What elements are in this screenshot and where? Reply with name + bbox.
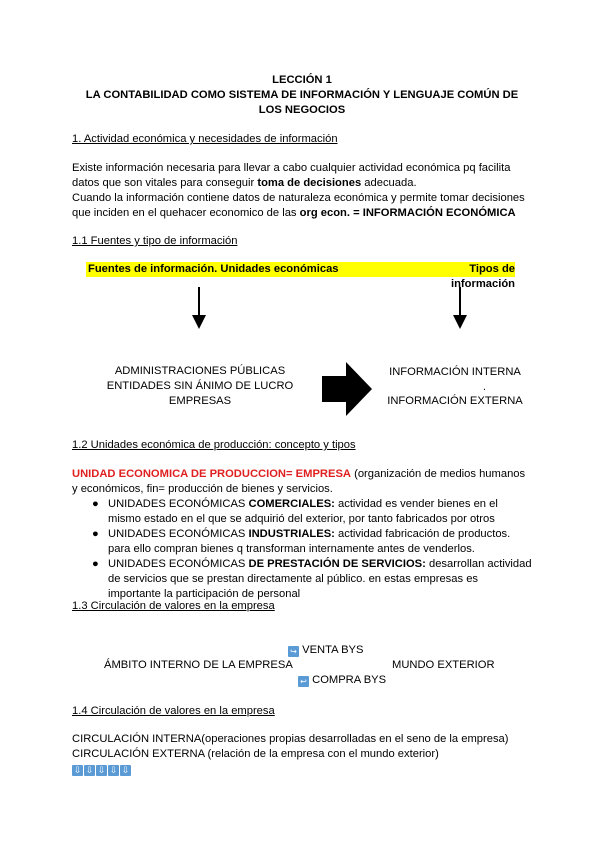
big-right-arrow-icon <box>322 362 372 416</box>
title-line-3: LOS NEGOCIOS <box>258 104 346 116</box>
bullet-text: UNIDADES ECONÓMICAS <box>108 498 249 510</box>
down-arrow-right-icon <box>451 287 469 331</box>
circulacion-externa: CIRCULACIÓN EXTERNA (relación de la empresa con el mundo exterior) <box>72 748 439 760</box>
type-dot: . <box>482 381 486 393</box>
bullet-icon: ● <box>92 528 99 540</box>
section-1-2-intro <box>72 467 532 497</box>
down-icons-row <box>72 763 132 778</box>
list-item <box>72 527 532 557</box>
compra-row <box>298 673 386 688</box>
section-1-2-heading: 1.2 Unidades económica de producción: concepto y tipos <box>72 439 356 451</box>
down-arrow-icon: ⇩ <box>109 765 118 775</box>
p2-text: Cuando la información contiene datos de naturaleza económica y permite tomar decisiones que inciden en el quehacer economico de las <box>72 192 525 219</box>
bullet-bold: COMERCIALES: <box>248 498 335 510</box>
bullet-bold: INDUSTRIALES: <box>248 528 335 540</box>
types-label: Tipos de información <box>404 262 515 277</box>
list-item <box>72 557 532 602</box>
sources-list <box>100 364 300 409</box>
return-arrow-icon: ↩ <box>298 676 309 687</box>
bullet-text: desarrollan actividad de servicios que se prestan directamente al público. en estas empresas es importante la participación de personal <box>108 558 532 600</box>
p2-bold: org econ. = INFORMACIÓN ECONÓMICA <box>299 207 516 219</box>
section-1-4-body <box>72 732 532 762</box>
return-arrow-icon: ↪ <box>288 646 299 657</box>
down-arrow-left-icon <box>190 287 208 331</box>
bullet-icon: ● <box>92 558 99 570</box>
types-list <box>380 365 530 409</box>
p1-text: Existe información necesaria para llevar a cabo cualquier actividad económica pq facilita datos que son vitales para conseguir <box>72 162 511 189</box>
down-arrow-icon: ⇩ <box>121 765 130 775</box>
source-item: ENTIDADES SIN ÁNIMO DE LUCRO <box>106 380 294 392</box>
bullet-bold: DE PRESTACIÓN DE SERVICIOS: <box>248 558 426 570</box>
circulacion-interna: CIRCULACIÓN INTERNA(operaciones propias desarrolladas en el seno de la empresa) <box>72 733 509 745</box>
compra-label: COMPRA BYS <box>312 674 387 686</box>
title-line-1: LECCIÓN 1 <box>272 74 332 86</box>
section-1-4-heading: 1.4 Circulación de valores en la empresa <box>72 705 275 717</box>
unit-types-list <box>72 497 532 602</box>
empresa-definition: UNIDAD ECONOMICA DE PRODUCCION= EMPRESA <box>72 468 351 480</box>
section-1-paragraph <box>72 161 532 221</box>
bullet-text: UNIDADES ECONÓMICAS <box>108 558 249 570</box>
source-item: ADMINISTRACIONES PÚBLICAS <box>114 365 286 377</box>
source-item: EMPRESAS <box>168 395 232 407</box>
p1-bold: toma de decisiones <box>257 177 362 189</box>
lesson-title <box>72 73 532 118</box>
empresa-description: (organización de medios humanos y económicos, fin= producción de bienes y servicios. <box>72 468 526 495</box>
down-arrow-icon: ⇩ <box>97 765 106 775</box>
bullet-icon: ● <box>92 498 99 510</box>
type-item: INFORMACIÓN INTERNA <box>389 366 521 378</box>
bullet-text: actividad fabricación de productos. para ello compran bienes q transforman internamente antes de venderlos. <box>108 528 511 555</box>
section-1-3-heading: 1.3 Circulación de valores en la empresa <box>72 600 275 612</box>
down-arrow-icon: ⇩ <box>73 765 82 775</box>
interno-label: ÁMBITO INTERNO DE LA EMPRESA <box>104 659 293 671</box>
p1-end: adecuada. <box>361 177 417 189</box>
section-1-1-heading: 1.1 Fuentes y tipo de información <box>72 235 238 247</box>
venta-label: VENTA BYS <box>302 644 364 656</box>
bullet-text: UNIDADES ECONÓMICAS <box>108 528 249 540</box>
section-1-heading: 1. Actividad económica y necesidades de información <box>72 133 338 145</box>
type-item: INFORMACIÓN EXTERNA <box>387 395 523 407</box>
list-item <box>72 497 532 527</box>
down-arrow-icon: ⇩ <box>85 765 94 775</box>
title-line-2: LA CONTABILIDAD COMO SISTEMA DE INFORMACIÓN Y LENGUAJE COMÚN DE <box>85 89 519 101</box>
venta-row <box>288 643 363 658</box>
sources-label: Fuentes de información. Unidades económicas <box>86 262 406 277</box>
exterior-label: MUNDO EXTERIOR <box>392 659 495 671</box>
bullet-text: actividad es vender bienes en el mismo estado en el que se adquirió del exterior, por tanto fabricados por otros <box>108 498 498 525</box>
